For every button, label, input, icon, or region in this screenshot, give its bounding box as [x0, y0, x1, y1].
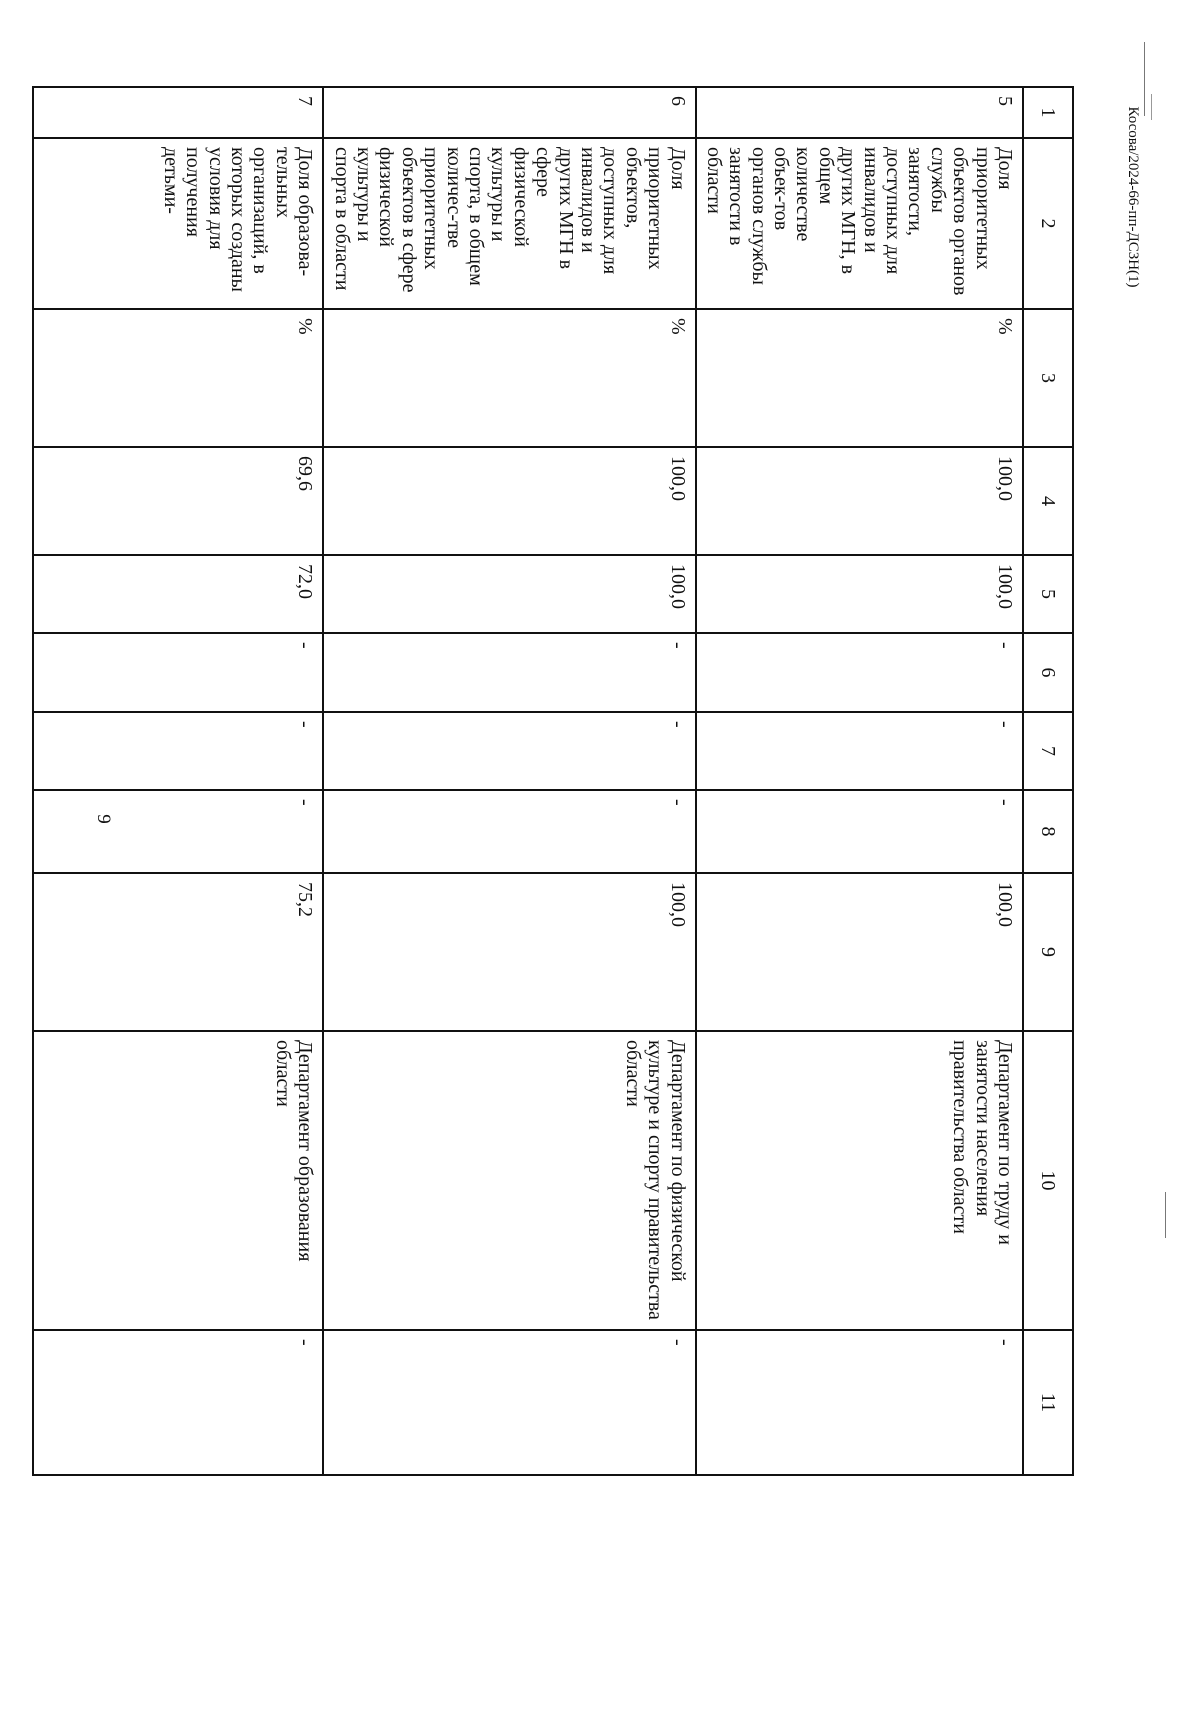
value-cell: 100,0 [323, 873, 695, 1031]
header-cell: 8 [1023, 790, 1073, 873]
responsible-cell: Департамент образования области [33, 1031, 323, 1330]
page-number: 9 [92, 814, 114, 824]
value-cell: 69,6 [33, 447, 323, 555]
value-cell: - [323, 790, 695, 873]
table-row [323, 87, 695, 1475]
value-cell: 75,2 [33, 873, 323, 1031]
document-code: Косова/2024-66-пп-ДСЗН(1) [1125, 106, 1141, 288]
row-number: 5 [696, 87, 1023, 138]
responsible-cell: Департамент по труду и занятости населения правительства области [696, 1031, 1023, 1330]
value-cell: - [33, 633, 323, 712]
table-row [696, 87, 1023, 1475]
header-cell: 2 [1023, 138, 1073, 309]
value-cell: - [696, 712, 1023, 790]
margin-mark [1151, 94, 1152, 120]
header-cell: 1 [1023, 87, 1073, 138]
unit-cell: % [323, 309, 695, 447]
header-cell: 6 [1023, 633, 1073, 712]
margin-mark [1165, 1192, 1166, 1238]
value-cell: - [696, 790, 1023, 873]
table-row [33, 87, 323, 1475]
value-cell: 100,0 [696, 873, 1023, 1031]
rotated-table [149, 86, 1074, 1474]
value-cell: 72,0 [33, 555, 323, 633]
header-cell: 10 [1023, 1031, 1073, 1330]
unit-cell: % [33, 309, 323, 447]
value-cell: 100,0 [696, 555, 1023, 633]
header-cell: 7 [1023, 712, 1073, 790]
unit-cell: % [696, 309, 1023, 447]
value-cell: 100,0 [696, 447, 1023, 555]
row-number: 7 [33, 87, 323, 138]
header-row [1023, 87, 1073, 1475]
value-cell: - [323, 633, 695, 712]
value-cell: - [696, 633, 1023, 712]
value-cell: - [323, 1330, 695, 1475]
value-cell: - [323, 712, 695, 790]
header-cell: 4 [1023, 447, 1073, 555]
header-cell: 9 [1023, 873, 1073, 1031]
header-cell: 11 [1023, 1330, 1073, 1475]
value-cell: - [33, 790, 323, 873]
value-cell: 100,0 [323, 447, 695, 555]
indicators-table [32, 86, 1074, 1476]
value-cell: - [696, 1330, 1023, 1475]
row-number: 6 [323, 87, 695, 138]
value-cell: - [33, 1330, 323, 1475]
value-cell: - [33, 712, 323, 790]
indicator-name: Доля приоритетных объектов органов службы занятости, доступных для инвалидов и других МГН, в общем количестве объек-тов органов службы занятости в области [696, 138, 1023, 309]
value-cell: 100,0 [323, 555, 695, 633]
indicator-name: Доля приоритетных объектов, доступных для инвалидов и других МГН в сфере физической культуры и спорта, в общем количес-тве приоритетных объектов в сфере физической культуры и спорта в области [323, 138, 695, 309]
margin-mark [1144, 42, 1145, 116]
header-cell: 5 [1023, 555, 1073, 633]
indicator-name: Доля образова-тельных организаций, в которых созданы условия для получения детьми- [33, 138, 323, 309]
responsible-cell: Департамент по физической культуре и спорту правительства области [323, 1031, 695, 1330]
header-cell: 3 [1023, 309, 1073, 447]
